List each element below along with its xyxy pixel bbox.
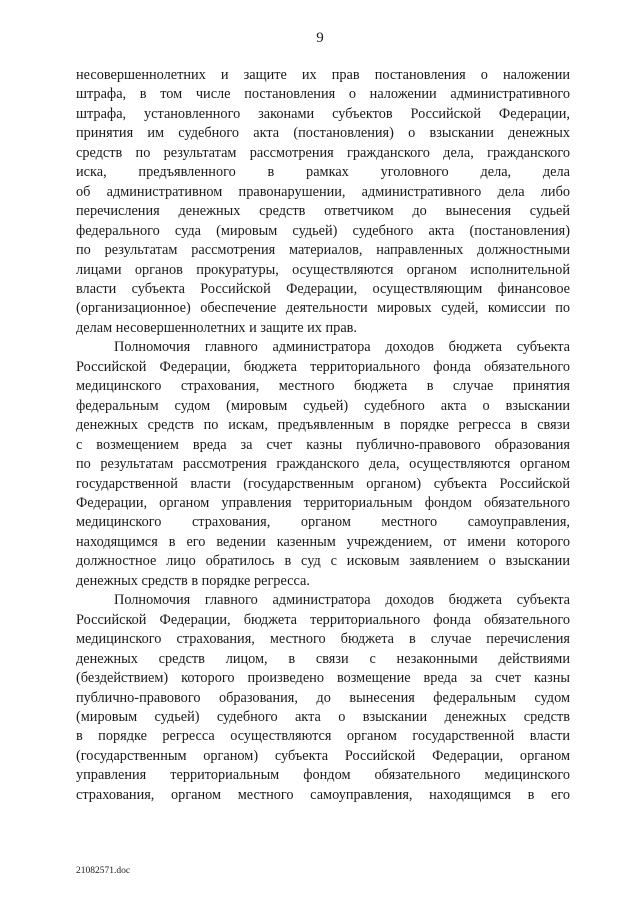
- text-line: управления территориальным фондом обязательного медицинского: [76, 767, 570, 784]
- text-line: Федерации, органом управления территориальным фондом обязательного: [76, 494, 570, 511]
- text-line: денежных средств лицом, в связи с незаконными действиями: [76, 650, 570, 667]
- text-line: об административном правонарушении, административного дела либо: [76, 183, 570, 200]
- text-line: средств по результатам рассмотрения гражданского дела, гражданского: [76, 144, 570, 161]
- text-line: с возмещением вреда за счет казны публично-правового образования: [76, 436, 570, 453]
- document-body: [76, 66, 570, 805]
- paragraph: [76, 338, 570, 591]
- text-line: публично-правового образования, до вынесения федеральным судом: [76, 689, 570, 706]
- text-line: по результатам рассмотрения гражданского дела, осуществляются органом: [76, 456, 570, 473]
- text-line: Полномочия главного администратора доходов бюджета субъекта: [114, 339, 570, 356]
- text-line: делам несовершеннолетних и защите их прав.: [76, 319, 357, 336]
- file-name-footer: 21082571.doc: [76, 866, 131, 876]
- text-line: власти субъекта Российской Федерации, осуществляющим финансовое: [76, 280, 570, 297]
- text-line: федеральным судом (мировым судьей) судебного акта о взыскании: [76, 397, 570, 414]
- text-line: несовершеннолетних и защите их прав постановления о наложении: [76, 67, 570, 83]
- text-line: медицинского страхования, органом местного самоуправления,: [76, 514, 570, 531]
- text-line: принятия им судебного акта (постановления) о взыскании денежных: [76, 125, 570, 142]
- page-number: 9: [316, 30, 324, 46]
- text-line: штрафа, в том числе постановления о наложении административного: [76, 86, 570, 103]
- paragraph: [76, 66, 570, 338]
- text-line: медицинского страхования, местного бюджета в случае перечисления: [76, 631, 570, 648]
- text-line: Полномочия главного администратора доходов бюджета субъекта: [114, 592, 570, 609]
- text-line: (мировым судьей) судебного акта о взыскании денежных средств: [76, 708, 570, 725]
- text-line: лицами органов прокуратуры, осуществляются органом исполнительной: [76, 261, 570, 278]
- text-line: медицинского страхования, местного бюджета в случае принятия: [76, 378, 570, 395]
- text-line: государственной власти (государственным органом) субъекта Российской: [76, 475, 570, 492]
- text-line: должностное лицо обратилось в суд с исковым заявлением о взыскании: [76, 553, 570, 570]
- text-line: (организационное) обеспечение деятельности мировых судей, комиссии по: [76, 300, 570, 317]
- text-line: (государственным органом) субъекта Российской Федерации, органом: [76, 747, 570, 764]
- text-line: находящимся в его ведении казенным учреждением, от имени которого: [76, 533, 570, 550]
- text-line: (бездействием) которого произведено возмещение вреда за счет казны: [76, 670, 570, 687]
- text-line: штрафа, установленного законами субъектов Российской Федерации,: [76, 105, 570, 122]
- text-line: по результатам рассмотрения материалов, направленных должностными: [76, 242, 570, 259]
- text-line: Российской Федерации, бюджета территориального фонда обязательного: [76, 358, 570, 375]
- paragraph: [76, 591, 570, 805]
- text-line: иска, предъявленного в рамках уголовного дела, дела: [76, 164, 570, 181]
- text-line: денежных средств по искам, предъявленным в порядке регресса в связи: [76, 417, 570, 434]
- text-line: страхования, органом местного самоуправления, находящимся в его: [76, 786, 570, 803]
- text-line: денежных средств в порядке регресса.: [76, 572, 310, 589]
- text-line: в порядке регресса осуществляются органом государственной власти: [76, 728, 570, 745]
- text-line: Российской Федерации, бюджета территориального фонда обязательного: [76, 611, 570, 628]
- text-line: перечисления денежных средств ответчиком до вынесения судьей: [76, 203, 570, 220]
- text-line: федерального суда (мировым судьей) судебного акта (постановления): [76, 222, 570, 239]
